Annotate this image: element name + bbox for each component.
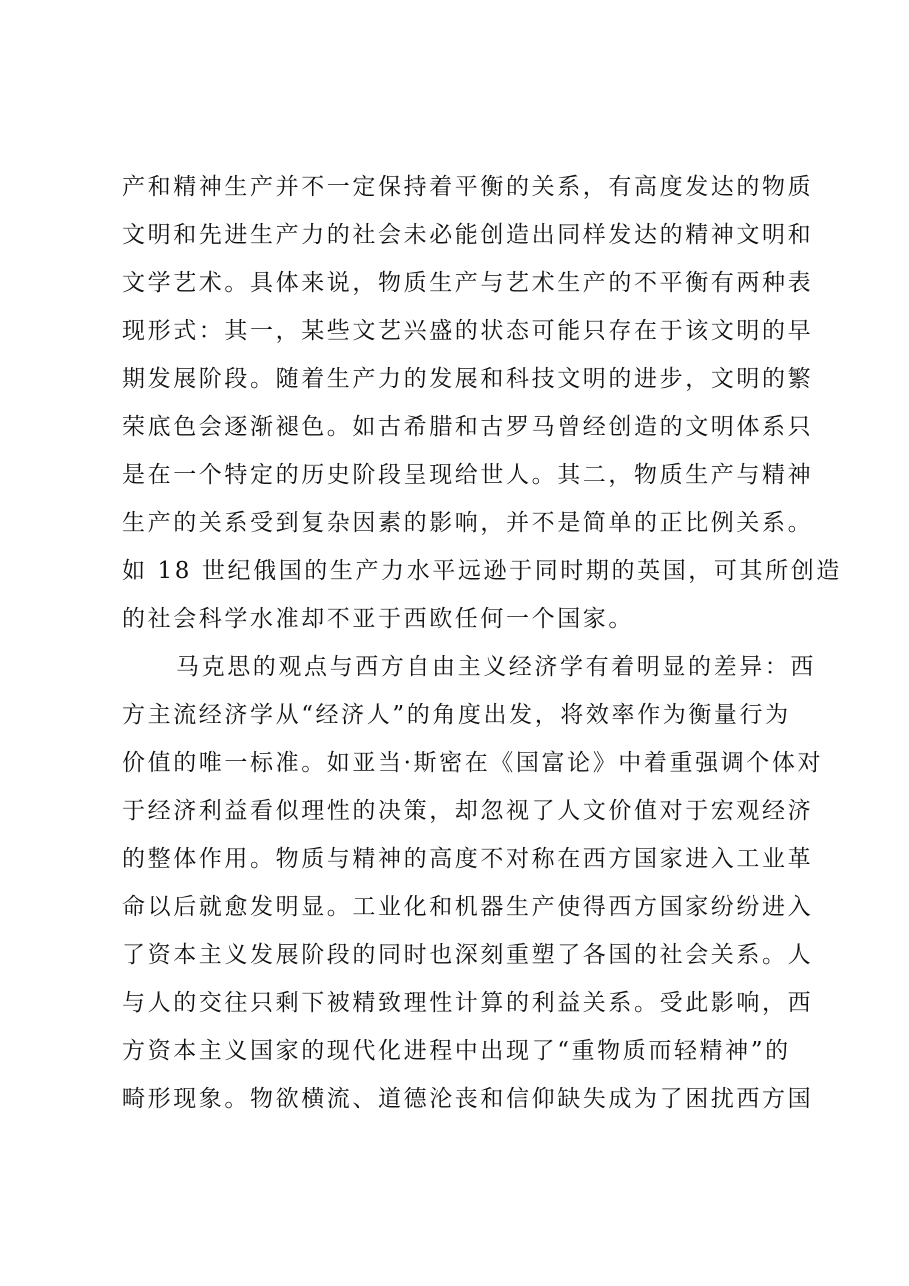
- text-line: 与人的交往只剩下被精致理性计算的利益关系。受此影响，西: [122, 990, 814, 1016]
- text-line: 价值的唯一标准。如亚当·斯密在《国富论》中着重强调个体对: [122, 750, 824, 776]
- text-line: 期发展阶段。随着生产力的发展和科技文明的进步，文明的繁: [122, 366, 814, 392]
- text-line: 方主流经济学从“经济人”的角度出发，将效率作为衡量行为: [122, 702, 791, 728]
- text-line-indented: 马克思的观点与西方自由主义经济学有着明显的差异：西: [176, 654, 816, 680]
- text-line: 的社会科学水准却不亚于西欧任何一个国家。: [122, 606, 634, 632]
- text-line: 于经济利益看似理性的决策，却忽视了人文价值对于宏观经济: [122, 798, 814, 824]
- text-line: 现形式：其一，某些文艺兴盛的状态可能只存在于该文明的早: [122, 318, 814, 344]
- text-line: 文学艺术。具体来说，物质生产与艺术生产的不平衡有两种表: [122, 270, 814, 296]
- text-line: 荣底色会逐渐褪色。如古希腊和古罗马曾经创造的文明体系只: [122, 414, 814, 440]
- text-line: 文明和先进生产力的社会未必能创造出同样发达的精神文明和: [122, 222, 814, 248]
- text-line: 方资本主义国家的现代化进程中出现了“重物质而轻精神”的: [122, 1038, 791, 1064]
- text-line: 命以后就愈发明显。工业化和机器生产使得西方国家纷纷进入: [122, 894, 814, 920]
- text-line: 产和精神生产并不一定保持着平衡的关系，有高度发达的物质: [122, 174, 814, 200]
- text-line: 了资本主义发展阶段的同时也深刻重塑了各国的社会关系。人: [122, 942, 814, 968]
- text-line: 的整体作用。物质与精神的高度不对称在西方国家进入工业革: [122, 846, 814, 872]
- text-line: 生产的关系受到复杂因素的影响，并不是简单的正比例关系。: [122, 510, 814, 536]
- text-line: 畸形现象。物欲横流、道德沦丧和信仰缺失成为了困扰西方国: [122, 1086, 814, 1112]
- text-line: 是在一个特定的历史阶段呈现给世人。其二，物质生产与精神: [122, 462, 814, 488]
- text-line: 如 18 世纪俄国的生产力水平远逊于同时期的英国，可其所创造: [122, 558, 842, 584]
